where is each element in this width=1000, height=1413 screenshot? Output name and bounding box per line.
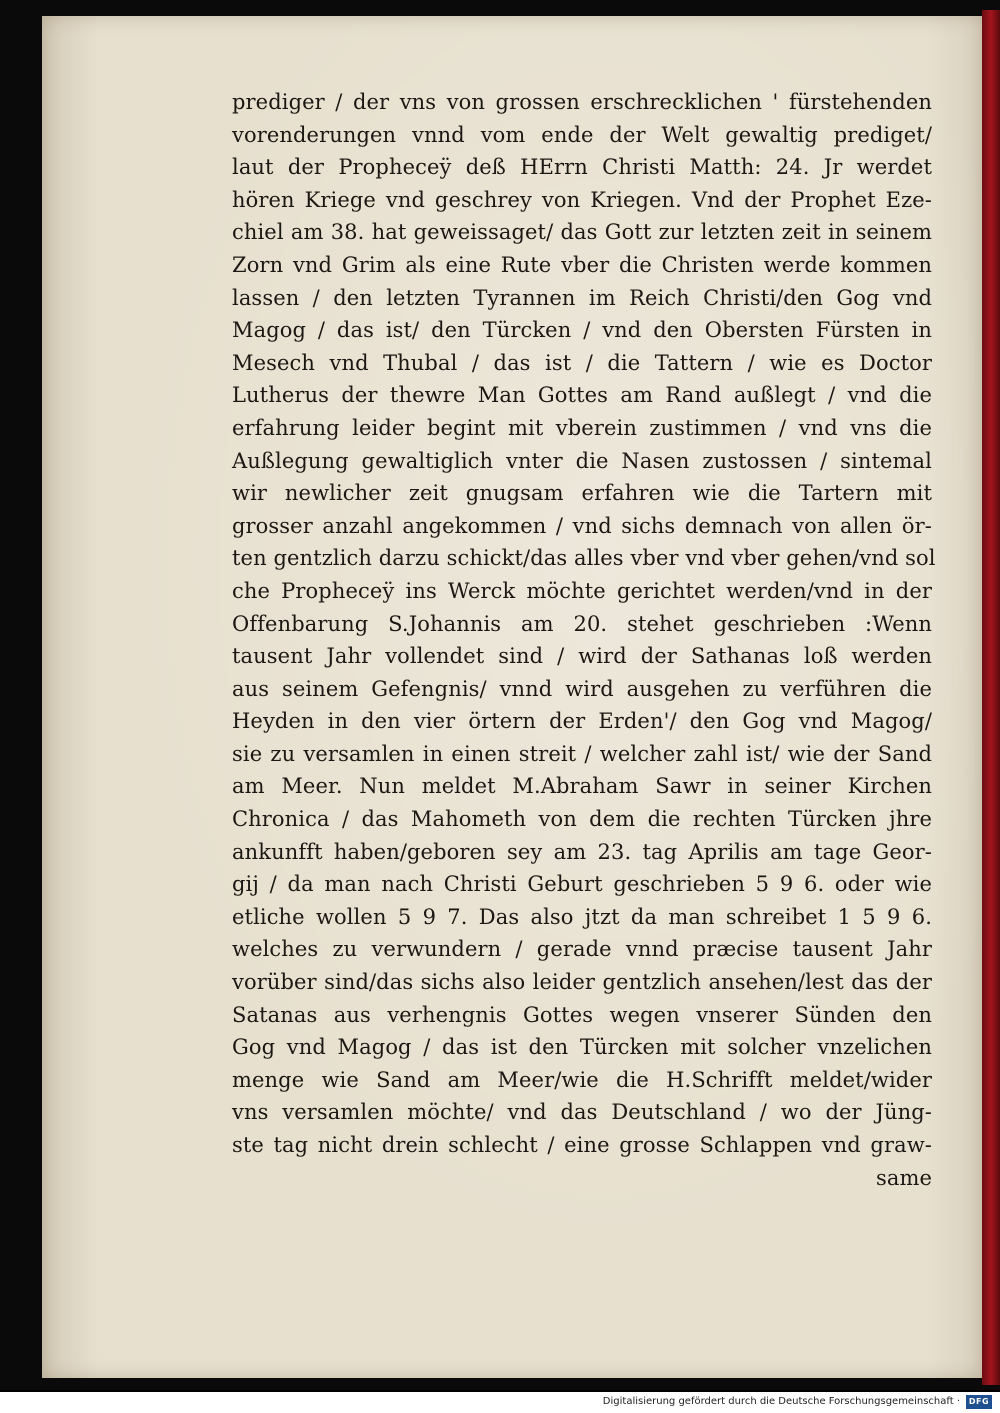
text-line: vorenderungen vnnd vom ende der Welt gewaltig prediget/ (232, 122, 932, 147)
book-cover-edge (982, 10, 1000, 1385)
text-line: Heyden in den vier örtern der Erden'/ den Gog vnd Magog/ (232, 709, 932, 734)
text-line: etliche wollen 5 9 7. Das also jtzt da man schreibet 1 5 9 6. (232, 904, 932, 929)
footer-bar (0, 1392, 1000, 1413)
text-line: menge wie Sand am Meer/wie die H.Schrifft meldet/wider (232, 1067, 932, 1092)
text-line: lassen / den letzten Tyrannen im Reich Christi/den Gog vnd (232, 285, 932, 310)
page-text (232, 86, 936, 1194)
text-line: Zorn vnd Grim als eine Rute vber die Christen werde kommen (232, 252, 932, 277)
text-line: am Meer. Nun meldet M.Abraham Sawr in seiner Kirchen (232, 774, 932, 799)
text-line: erfahrung leider begint mit vberein zustimmen / vnd vns die (232, 415, 932, 440)
text-line: Außlegung gewaltiglich vnter die Nasen zustossen / sintemal (232, 448, 932, 473)
text-line: vns versamlen möchte/ vnd das Deutschland / wo der Jüng- (232, 1100, 932, 1125)
text-line: ten gentzlich darzu schickt/das alles vber vnd vber gehen/vnd sol (232, 546, 936, 571)
text-line: chiel am 38. hat geweissaget/ das Gott zur letzten zeit in seinem (232, 220, 932, 245)
text-line: sie zu versamlen in einen streit / welcher zahl ist/ wie der Sand (232, 741, 932, 766)
text-line: tausent Jahr vollendet sind / wird der Sathanas loß werden (232, 644, 932, 669)
text-line: Gog vnd Magog / das ist den Türcken mit solcher vnzelichen (232, 1035, 932, 1060)
text-line: gij / da man nach Christi Geburt geschrieben 5 9 6. oder wie (232, 872, 932, 897)
text-line: hören Kriege vnd geschrey von Kriegen. Vnd der Prophet Eze- (232, 187, 932, 212)
text-line: ankunfft haben/geboren sey am 23. tag Aprilis am tage Geor- (232, 839, 932, 864)
text-line: Chronica / das Mahometh von dem die rechten Türcken jhre (232, 807, 932, 832)
text-line: ste tag nicht drein schlecht / eine grosse Schlappen vnd graw- (232, 1133, 932, 1157)
text-line: Magog / das ist/ den Türcken / vnd den Obersten Fürsten in (232, 318, 932, 343)
text-line: vorüber sind/das sichs also leider gentzlich ansehen/lest das der (232, 970, 932, 995)
text-line: aus seinem Gefengnis/ vnnd wird ausgehen zu verführen die (232, 676, 932, 701)
text-line: prediger / der vns von grossen erschrecklichen ' fürstehenden (232, 90, 932, 114)
text-line: Mesech vnd Thubal / das ist / die Tattern / wie es Doctor (232, 350, 932, 375)
text-line: grosser anzahl angekommen / vnd sichs demnach von allen ör- (232, 513, 932, 538)
book-page (42, 16, 982, 1378)
text-line: welches zu verwundern / gerade vnnd præcise tausent Jahr (232, 937, 932, 962)
text-line: che Propheceÿ ins Werck möchte gerichtet werden/vnd in der (232, 578, 932, 603)
dfg-logo: DFG (966, 1395, 992, 1409)
text-line: laut der Propheceÿ deß HErrn Christi Matth: 24. Jr werdet (232, 155, 932, 180)
text-line: wir newlicher zeit gnugsam erfahren wie die Tartern mit (232, 481, 932, 506)
footer-credit: Digitalisierung gefördert durch die Deutsche Forschungsgemeinschaft · (602, 1396, 960, 1407)
text-line: same (875, 1165, 932, 1190)
text-line: Satanas aus verhengnis Gottes wegen vnserer Sünden den (232, 1002, 932, 1027)
text-line: Offenbarung S.Johannis am 20. stehet geschrieben :Wenn (232, 611, 932, 636)
text-line: Lutherus der thewre Man Gottes am Rand außlegt / vnd die (232, 383, 932, 408)
